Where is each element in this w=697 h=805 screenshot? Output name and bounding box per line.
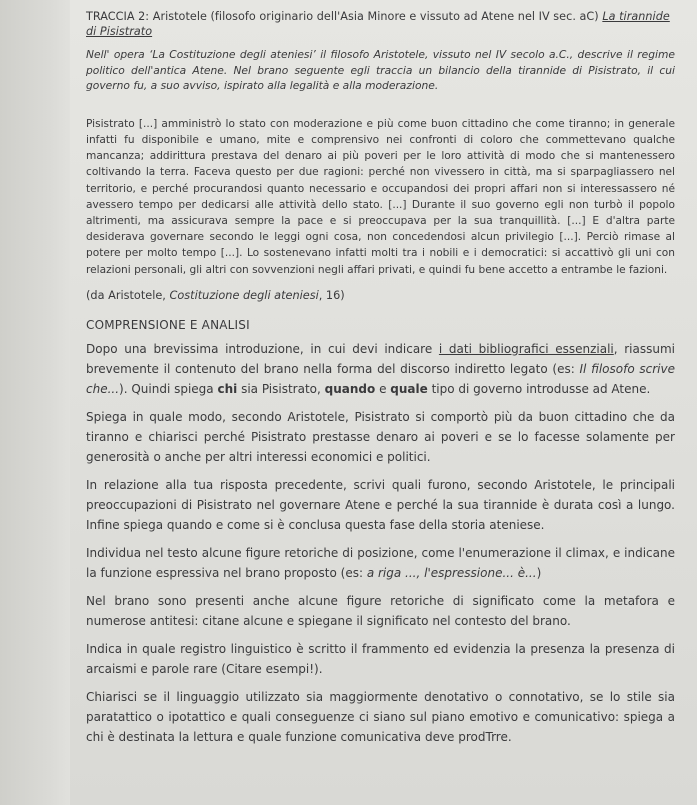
- excerpt-paragraph: Pisistrato [...] amministrò lo stato con moderazione e più come buon cittadino che come tiranno; in generale infatti fu disponibile e umano, mite e comprensivo nei confronti di coloro che commettevano qualche mancanza; addirittura prestava del denaro ai più poveri per le loro attività di modo che si mantenessero coltivando la terra. Faceva questo per due ragioni: perché non vivessero in città, ma si sparpagliassero nel territorio, e perché procurandosi quanto necessario e occupandosi dei propri affari non si interessassero né avessero tempo per dedicarsi alle attività dello stato. [...] Durante il suo governo egli non turbò il popolo altrimenti, ma assicurava sempre la pace e si preoccupava per la sua tranquillità. [...] E d'altra parte desiderava governare secondo le leggi ogni cosa, non concedendosi alcun privilegio [...]. Perciò rimase al potere per molto tempo [...]. Lo sostenevano infatti molti tra i nobili e i democratici: si accattivò gli uni con relazioni personali, gli altri con sovvenzioni negli affari privati, e quindi fu bene accetto a entrambe le fazioni.: [86, 117, 675, 276]
- question-2: Spiega in quale modo, secondo Aristotele, Pisistrato si comportò più da buon cittadino che da tiranno e chiarisci perché Pisistrato prestasse denaro ai poveri e se lo facesse solamente per generosità o anche per altri interessi economici e politici.: [86, 409, 675, 464]
- question-7: Chiarisci se il linguaggio utilizzato sia maggiormente denotativo o connotativo, se lo stile sia paratattico o ipotattico e quali conseguenze ci siano sul piano emotivo e comunicativo: spiega a chi è destinata la lettura e quale funzione comunicativa deve prodTrre.: [86, 689, 675, 744]
- q1-text-d: sia Pisistrato,: [237, 381, 325, 396]
- q1-bold-quando: quando: [324, 381, 376, 396]
- q1-text-b: , riassumi brevemente il contenuto del brano nella forma del discorso indiretto legato (es:: [86, 341, 676, 376]
- assignment-title-work: La tirannide di Pisistrato: [86, 10, 670, 38]
- q1-underlined: i dati bibliografici essenziali: [438, 341, 614, 356]
- q4-example: a riga ..., l'espressione... è...: [366, 565, 537, 580]
- source-citation: [86, 288, 675, 303]
- q1-text-c: ). Quindi spiega: [119, 381, 218, 396]
- page-fold-shadow: [0, 0, 70, 805]
- q1-bold-chi: chi: [217, 381, 238, 396]
- source-work: Costituzione degli ateniesi: [169, 288, 319, 302]
- q1-text-e: e: [375, 381, 391, 396]
- question-3: In relazione alla tua risposta precedente, scrivi quali furono, secondo Aristotele, le principali preoccupazioni di Pisistrato nel governare Atene e perché la sua tirannide è durata così a lungo. Infine spiega quando e come si è conclusa questa fase della storia ateniese.: [86, 477, 675, 532]
- question-6: Indica in quale registro linguistico è scritto il frammento ed evidenzia la presenza la presenza di arcaismi e parole rare (Citare esempi!).: [86, 641, 675, 676]
- q1-text-a: Dopo una brevissima introduzione, in cui devi indicare: [86, 341, 439, 356]
- source-open: (da Aristotele,: [86, 288, 170, 302]
- question-5: Nel brano sono presenti anche alcune figure retoriche di significato come la metafora e numerose antitesi: citane alcune e spiegane il significato nel contesto del brano.: [86, 593, 675, 628]
- q4-text-b: ): [536, 565, 542, 580]
- intro-paragraph: Nell' opera ‘La Costituzione degli ateniesi’ il filosofo Aristotele, vissuto nel IV secolo a.C., descrive il regime politico dell'antica Atene. Nel brano seguente egli traccia un bilancio della tirannide di Pisistrato, il cui governo fu, a suo avviso, ispirato alla legalità e alla moderazione.: [86, 48, 675, 93]
- assignment-title-prefix: TRACCIA 2: Aristotele (filosofo originario dell'Asia Minore e vissuto ad Atene nel IV sec. aC): [86, 10, 603, 23]
- question-4: [86, 543, 675, 583]
- q1-example: Il filosofo scrive che...: [86, 361, 675, 396]
- assignment-title: [86, 10, 675, 39]
- section-heading: COMPRENSIONE E ANALISI: [86, 317, 250, 332]
- q1-bold-quale: quale: [390, 381, 428, 396]
- q1-text-f: tipo di governo introdusse ad Atene.: [427, 381, 651, 396]
- source-close: , 16): [318, 288, 345, 302]
- question-1: [86, 339, 675, 399]
- q4-text-a: Individua nel testo alcune figure retoriche di posizione, come l'enumerazione il climax, e indicane la funzione espressiva nel brano proposto (es:: [86, 545, 675, 580]
